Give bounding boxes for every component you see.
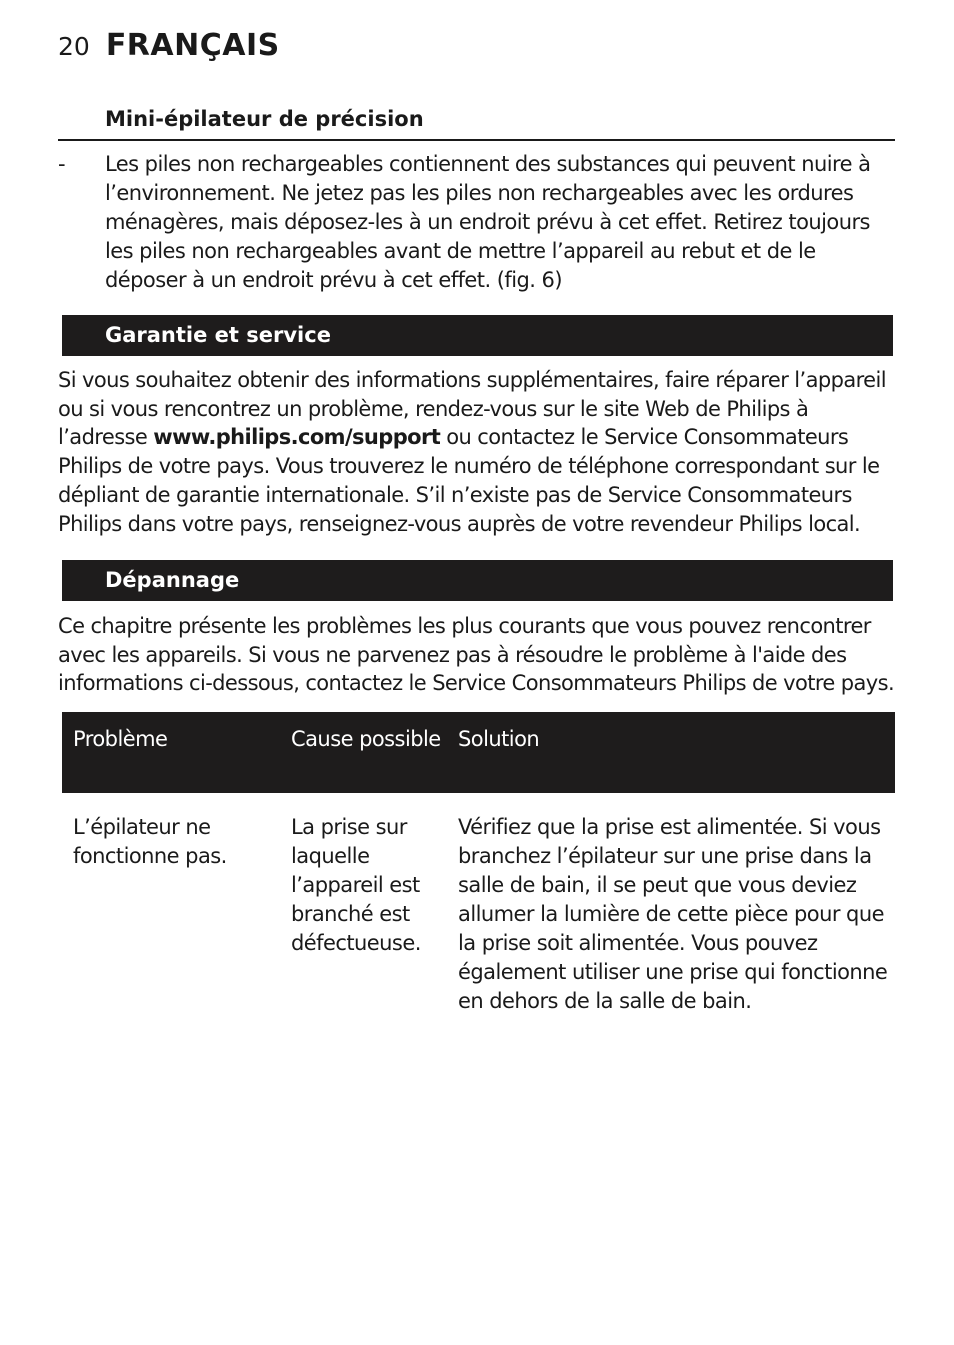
- section-heading-garantie: Garantie et service: [62, 315, 893, 356]
- table-header-row: [62, 712, 895, 793]
- header-cell-cause: Cause possible: [291, 727, 441, 751]
- cell-probleme: L’épilateur ne fonctionne pas.: [73, 815, 227, 868]
- header-cell-solution: Solution: [458, 727, 540, 751]
- section-heading-depannage: Dépannage: [62, 560, 893, 601]
- subsection-title-mini-epilateur: Mini-épilateur de précision: [105, 107, 424, 131]
- troubleshooting-table: [62, 712, 895, 1113]
- section-divider: [58, 139, 895, 141]
- page-number: 20: [58, 32, 90, 61]
- page-header: [58, 28, 280, 63]
- table-row: [62, 793, 895, 1113]
- garantie-text-before-link: Si vous souhaitez obtenir des informations supplémentaires, faire réparer l’appareil ou si vous rencontrez un problème, rendez-vous sur le site Web de Philips à l’adresse: [58, 368, 886, 450]
- header-cell-probleme: Problème: [73, 727, 168, 751]
- paragraph-garantie: [58, 366, 898, 538]
- bullet-text-piles: Les piles non rechargeables contiennent des substances qui peuvent nuire à l’environnement. Ne jetez pas les piles non rechargeables avec les ordures ménagères, mais déposez-les à un endroit prévu à cet effet. Retirez toujours les piles non rechargeables avant de mettre l’appareil au rebut et de le déposer à un endroit prévu à cet effet. (fig. 6): [105, 152, 871, 292]
- garantie-text-after-link: ou contactez le Service Consommateurs Philips de votre pays. Vous trouverez le numéro de téléphone correspondant sur le dépliant de garantie internationale. S’il n’existe pas de Service Consommateurs Philips dans votre pays, renseignez-vous auprès de votre revendeur Philips local.: [58, 425, 880, 536]
- cell-cause: La prise sur laquelle l’appareil est branché est défectueuse.: [291, 815, 421, 955]
- language-title: FRANÇAIS: [105, 28, 280, 63]
- cell-solution: Vérifiez que la prise est alimentée. Si vous branchez l’épilateur sur une prise dans la salle de bain, il se peut que vous deviez allumer la lumière de cette pièce pour que la prise soit alimentée. Vous pouvez également utiliser une prise qui fonctionne en dehors de la salle de bain.: [458, 815, 888, 1013]
- bullet-dash: -: [58, 152, 66, 176]
- support-link[interactable]: www.philips.com/support: [153, 425, 441, 450]
- paragraph-depannage: Ce chapitre présente les problèmes les plus courants que vous pouvez rencontrer avec les appareils. Si vous ne parvenez pas à résoudre le problème à l'aide des informations ci-dessous, contactez le Service Consommateurs Philips de votre pays.: [58, 614, 895, 696]
